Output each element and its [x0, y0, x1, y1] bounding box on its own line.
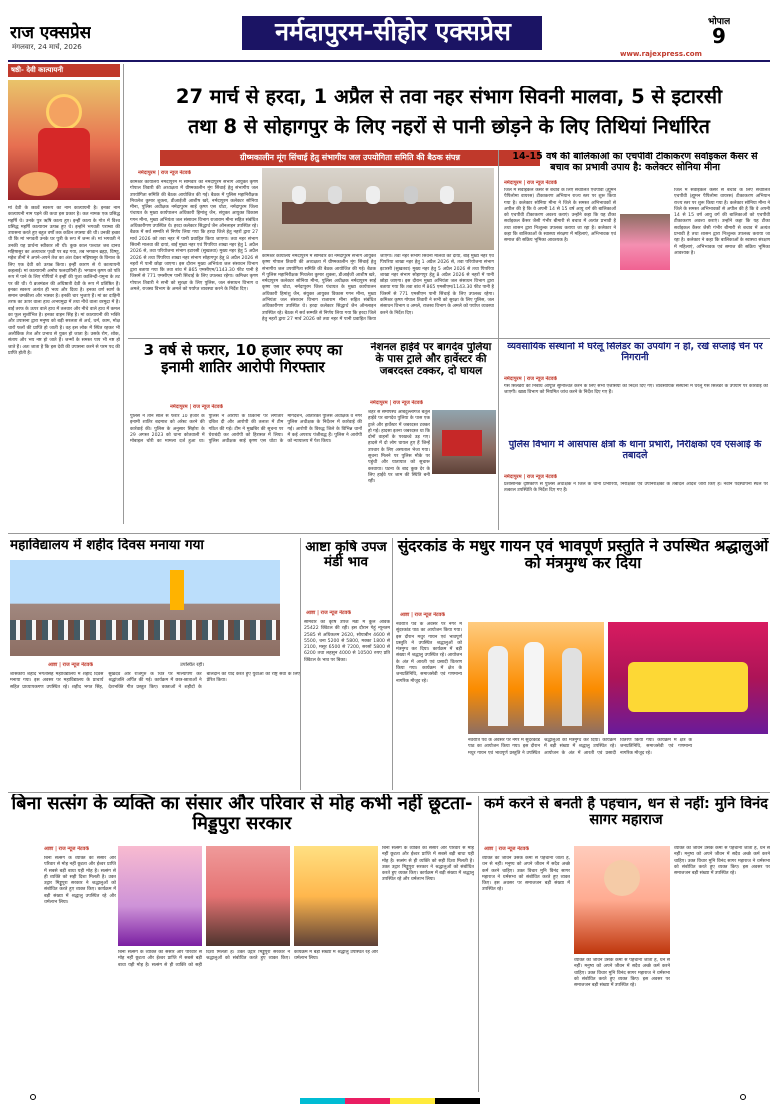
vaccine-text: जिले में सर्वाइकल कैंसर से बचाव के लिए संचालित एचपीवी (ह्यूमन पैपिलोमा वायरस) टीकाकरण अभियान राज्य स्तर पर शुरू किया गया है। कलेक्टर सोनिया मीना ने जिले के समस्त अभिभावकों से अपील की है कि वे अपनी 14 से 15 वर्ष आयु वर्ग की बालिकाओं को एचपीवी टीकाकरण अवश्य कराएं। उन्होंने कहा कि यह टीका सर्वाइकल कैंसर जैसी गंभीर बीमारी से बचाव में अत्यंत प्रभावी है तथा शासन द्वारा निःशुल्क उपलब्ध कराया जा रहा है। कलेक्टर ने कहा कि बालिकाओं के स्वास्थ्य संरक्षण में महिलाएं, अभिभावक एवं समाज की सक्रिय भूमिका आवश्यक है। [504, 188, 616, 244]
accident-byline: नर्मदापुरम | राज न्यूज नेटवर्क [370, 400, 424, 406]
muni-text-3 [574, 958, 670, 1092]
lead-text: कमिश्नर कार्यालय नर्मदापुरम में सोमवार को नर्मदापुरम संभाग आयुक्त कृष्ण गोपाल तिवारी की अध्यक्षता में ग्रीष्मकालीन मूंग सिंचाई हेतु संभागीय जल उपयोगिता समिति की बैठक आयोजित की गई। बैठक में पुलिस महानिरीक्षक मिथलेश कुमार शुक्ला, डीआईजी आशीष खरे, नर्मदापुरम कलेक्टर सोनिया मीना, पुलिस अधीक्षक नर्मदापुरम साई कृष्ण एस थोटा, नर्मदापुरम जिला पंचायत के मुख्य कार्यपालन अधिकारी हिमांशु जैन, संयुक्त आयुक्त विकास गगन मीना, मुख्य अभियंता जल संसाधन विभाग राजाराम मीना सहित संबंधित अधिकारीगण उपस्थित थे। हरदा कलेक्टर सिद्धार्थ जैन ऑनलाइन उपस्थित रहे। बैठक में सर्व सम्मति से निर्णय लिया गया कि हरदा जिले हेतु नहरों द्वारा 27 मार्च 2026 को तवा नहर में पानी प्रवाहित किया जाएगा। तवा नहर संभाग सिवनी मालवा की दायां, बाईं मुख्य नहर एवं पिपरिया शाखा नहर हेतु 1 अप्रैल 2026 से, तवा परियोजना संभाग इटारसी (सुखतवा) मुख्य नहर हेतु 5 अप्रैल 2026 से तथा पिपरिया शाखा नहर संभाग सोहागपुर हेतु 8 अप्रैल 2026 से नहरों में पानी छोड़ा जाएगा। इस दौरान मुख्य अभियंता जल संसाधन विभाग द्वारा बताया गया कि तवा बांध में 865 एमसीएम/1143.30 फीट पानी है जिसमें से 771 एमसीएम पानी सिंचाई के लिए उपलब्ध रहेगा। कमिश्नर कृष्ण गोपाल तिवारी ने सभी को सुरक्षा के लिए पुलिस, जल संसाधन विभाग व अमले, राजस्व विभाग के अमले को पर्याप्त व्यवस्था करने के निर्देश दिए। [130, 180, 258, 293]
website: www.rajexpress.com [620, 50, 702, 58]
muni-text: व्यक्ति का जीवन उसके कर्मों से पहचाना जाता है, धन से नहीं। मनुष्य को अपने जीवन में सदैव अच्छे कर्म करने चाहिए। उक्त विचार मुनि विनंद सागर महाराज ने धर्मसभा को संबोधित करते हुए व्यक्त किए। इस अवसर पर समाजजन बड़ी संख्या में उपस्थित रहे। [482, 856, 570, 893]
lead-text-cont [262, 254, 494, 334]
col-divider-3 [300, 538, 301, 790]
mandi-byline: आष्टा | राज न्यूज नेटवर्क [306, 610, 352, 616]
college-photo [10, 560, 280, 656]
sunderkand-text: नवरात्रि पर्व के अवसर पर नगर में सुंदरकांड पाठ का आयोजन किया गया। इस दौरान मधुर गायन एवं भावपूर्ण प्रस्तुति ने उपस्थित श्रद्धालुओं को मंत्रमुग्ध कर दिया। कार्यक्रम में बड़ी संख्या में श्रद्धालु उपस्थित रहे। आयोजन के अंत में आरती एवं प्रसादी वितरण किया गया। कार्यक्रम में क्षेत्र के जनप्रतिनिधि, समाजसेवी एवं गणमान्य नागरिक मौजूद रहे। [396, 622, 462, 684]
satsang-text-2-span: बिना सत्संग के व्यक्ति का संसार और परिवार से मोह नहीं छूटता और ईश्वर प्राप्ति में सबसे बड़ी बाधा यही मोह है। सत्संग से ही व्यक्ति को सही दिशा मिलती है। उक्त उद्गार मिड्डूपुरा सरकार ने श्रद्धालुओं को संबोधित करते हुए व्यक्त किए। कार्यक्रम में बड़ी संख्या में श्रद्धालु उपस्थित रहे और धर्मलाभ लिया। [118, 950, 378, 968]
col-divider-2 [498, 150, 499, 530]
col-divider-4 [392, 538, 393, 790]
absconder-byline: नर्मदापुरम | राज न्यूज नेटवर्क [170, 404, 224, 410]
police-headline: पुलिस विभाग में आसपास क्षेत्रों के थाना प्रभारी, निरीक्षकों एवं एसआई के तबादले [508, 440, 762, 461]
lead-meeting-photo [262, 168, 494, 250]
masthead-date: मंगलवार, 24 मार्च, 2026 [12, 43, 82, 51]
masthead [0, 0, 778, 60]
absconder-text: पुलिस ने तीन साल से फरार 10 हजार के इनामी शातिर बदमाश को अरेस्ट करने की कार्रवाई की। पुलिस के अनुसार सिहोरा के 29 अगस्त 2023 को थाना कोतवाली में मोबाइल चोरी का मामला दर्ज हुआ था। पुलिस ने आरोपी के ठिकानों पर लगातार दबिश दी और आरोपी की तलाश में टीम गठित की गई। टीम ने मुखबिर की सूचना पर घेराबंदी कर आरोपी को हिरासत में लिया। पुलिस अधीक्षक साई कृष्ण एस थोटा के मार्गदर्शन, अतिरिक्त पुलिस अधीक्षक व नगर पुलिस अधीक्षक के निर्देशन में कार्रवाई की गई। आरोपी के विरुद्ध जिले के विभिन्न थानों में कई अपराध पंजीबद्ध हैं। पुलिस ने आरोपी को न्यायालय में पेश किया। [130, 414, 362, 445]
mandi-headline: आष्टा कृषि उपज मंडी भाव [305, 540, 387, 571]
vaccine-byline: नर्मदापुरम | राज न्यूज नेटवर्क [504, 180, 558, 186]
muni-byline: आष्टा | राज न्यूज नेटवर्क [484, 846, 530, 852]
mandi-text: सोमवार को कृषि उपज मंडी में कुल आवक 25422 क्विंटल की रही। इस दौरान गेहूं न्यूनतम 2585 से अधिकतम 2620, सोयाबीन 4600 से 5500, चना 5200 से 5800, मक्का 1800 से 2100, मसूर 6500 से 7200, सरसों 5800 से 6200 तथा लहसुन 4000 से 10500 रुपए प्रति क्विंटल के भाव पर बिका। [304, 620, 390, 663]
sunderkand-photo-1 [468, 622, 604, 734]
goddess-label: षष्ठी- देवी कात्यायनी [8, 64, 120, 77]
row-rule-1 [128, 338, 770, 339]
color-bar [300, 1098, 480, 1104]
lead-text-cont-span: कमिश्नर कार्यालय नर्मदापुरम में सोमवार को नर्मदापुरम संभाग आयुक्त कृष्ण गोपाल तिवारी की अध्यक्षता में ग्रीष्मकालीन मूंग सिंचाई हेतु संभागीय जल उपयोगिता समिति की बैठक आयोजित की गई। बैठक में पुलिस महानिरीक्षक मिथलेश कुमार शुक्ला, डीआईजी आशीष खरे, नर्मदापुरम कलेक्टर सोनिया मीना, पुलिस अधीक्षक नर्मदापुरम साई कृष्ण एस थोटा, नर्मदापुरम जिला पंचायत के मुख्य कार्यपालन अधिकारी हिमांशु जैन, संयुक्त आयुक्त विकास गगन मीना, मुख्य अभियंता जल संसाधन विभाग राजाराम मीना सहित संबंधित अधिकारीगण उपस्थित थे। हरदा कलेक्टर सिद्धार्थ जैन ऑनलाइन उपस्थित रहे। बैठक में सर्व सम्मति से निर्णय लिया गया कि हरदा जिले हेतु नहरों द्वारा 27 मार्च 2026 को तवा नहर में पानी प्रवाहित किया जाएगा। तवा नहर संभाग सिवनी मालवा की दायां, बाईं मुख्य नहर एवं पिपरिया शाखा नहर हेतु 1 अप्रैल 2026 से, तवा परियोजना संभाग इटारसी (सुखतवा) मुख्य नहर हेतु 5 अप्रैल 2026 से तथा पिपरिया शाखा नहर संभाग सोहागपुर हेतु 8 अप्रैल 2026 से नहरों में पानी छोड़ा जाएगा। इस दौरान मुख्य अभियंता जल संसाधन विभाग द्वारा बताया गया कि तवा बांध में 865 एमसीएम/1143.30 फीट पानी है जिसमें से 771 एमसीएम पानी सिंचाई के लिए उपलब्ध रहेगा। कमिश्नर कृष्ण गोपाल तिवारी ने सभी को सुरक्षा के लिए पुलिस, जल संसाधन विभाग व अमले, राजस्व विभाग के अमले को पर्याप्त व्यवस्था करने के निर्देश दिए। [262, 254, 494, 322]
muni-headline: कर्म करने से बनती है पहचान, धन से नहीं: मुनि विनंद सागर महाराज [484, 796, 768, 829]
registration-mark-left [30, 1094, 36, 1100]
satsang-photo-1 [118, 846, 202, 946]
absconder-headline: 3 वर्ष से फरार, 10 हजार रुपए का इनामी शातिर आरोपी गिरफ्तार [143, 342, 343, 376]
lead-byline: नर्मदापुरम | राज न्यूज नेटवर्क [138, 170, 192, 176]
satsang-text-3 [382, 846, 474, 1092]
muni-photo [574, 846, 670, 954]
vaccine-text-2 [674, 188, 770, 334]
masthead-left-title: राज एक्सप्रेस [10, 23, 92, 43]
vaccine-photo [620, 214, 670, 270]
satsang-text-3-span: बिना सत्संग के व्यक्ति का संसार और परिवार से मोह नहीं छूटता और ईश्वर प्राप्ति में सबसे बड़ी बाधा यही मोह है। सत्संग से ही व्यक्ति को सही दिशा मिलती है। उक्त उद्गार मिड्डूपुरा सरकार ने श्रद्धालुओं को संबोधित करते हुए व्यक्त किए। कार्यक्रम में बड़ी संख्या में श्रद्धालु उपस्थित रहे और धर्मलाभ लिया। [382, 846, 474, 883]
satsang-photo-3 [294, 846, 378, 946]
vaccine-text-2-span: जिले में सर्वाइकल कैंसर से बचाव के लिए संचालित एचपीवी (ह्यूमन पैपिलोमा वायरस) टीकाकरण अभियान राज्य स्तर पर शुरू किया गया है। कलेक्टर सोनिया मीना ने जिले के समस्त अभिभावकों से अपील की है कि वे अपनी 14 से 15 वर्ष आयु वर्ग की बालिकाओं को एचपीवी टीकाकरण अवश्य कराएं। उन्होंने कहा कि यह टीका सर्वाइकल कैंसर जैसी गंभीर बीमारी से बचाव में अत्यंत प्रभावी है तथा शासन द्वारा निःशुल्क उपलब्ध कराया जा रहा है। कलेक्टर ने कहा कि बालिकाओं के स्वास्थ्य संरक्षण में महिलाएं, अभिभावक एवं समाज की सक्रिय भूमिका आवश्यक है। [674, 188, 770, 256]
sunderkand-byline: आष्टा | राज न्यूज नेटवर्क [400, 612, 446, 618]
goddess-column [8, 64, 120, 524]
sunderkand-photo-2 [608, 622, 768, 734]
police-text: प्रशासनिक दृष्टिकोण से पुलिस अधीक्षक ने जिले के थाना प्रभारियों, निरीक्षकों एवं उपनिरीक्षकों के तबादले आदेश जारी किए हैं। नवीन पदस्थापना स्थल पर तत्काल उपस्थिति के निर्देश दिए गए हैं। [504, 482, 768, 494]
row-rule-3 [8, 792, 770, 793]
satsang-text: बिना सत्संग के व्यक्ति का संसार और परिवार से मोह नहीं छूटता और ईश्वर प्राप्ति में सबसे बड़ी बाधा यही मोह है। सत्संग से ही व्यक्ति को सही दिशा मिलती है। उक्त उद्गार मिड्डूपुरा सरकार ने श्रद्धालुओं को संबोधित करते हुए व्यक्त किए। कार्यक्रम में बड़ी संख्या में श्रद्धालु उपस्थित रहे और धर्मलाभ लिया। [44, 856, 116, 906]
accident-headline: नेशनल हाईवे पर बागदेव पुलिया के पास ट्राले और हार्वेस्टर की जबरदस्त टक्कर, दो घायल [370, 342, 492, 377]
vaccine-headline: 14-15 वर्ष की बालिकाओं का एचपीवी टीकाकरण सर्वाइकल कैंसर से बचाव का प्रभावी उपाय है: कलेक्टर सोनिया मीना [512, 152, 758, 173]
sunderkand-text-2 [468, 738, 768, 788]
satsang-photo-2 [206, 846, 290, 946]
sunderkand-headline: सुंदरकांड के मधुर गायन एवं भावपूर्ण प्रस्तुति ने उपस्थित श्रद्धालुओं को मंत्रमुग्ध कर दिया [397, 538, 769, 573]
satsang-text-2 [118, 950, 378, 1092]
cylinder-headline: व्यवसायिक संस्थानों में घरेलू सिलेंडर का उपयोग न हो, रखें सप्लाई चेन पर निगरानी [507, 342, 763, 363]
accident-photo [432, 410, 496, 474]
satsang-headline: बिना सत्संग के व्यक्ति का संसार और परिवार से मोह कभी नहीं छूटता- मिड्डूपुरा सरकार [11, 794, 473, 835]
sunderkand-text-2-span: नवरात्रि पर्व के अवसर पर नगर में सुंदरकांड पाठ का आयोजन किया गया। इस दौरान मधुर गायन एवं भावपूर्ण प्रस्तुति ने उपस्थित श्रद्धालुओं को मंत्रमुग्ध कर दिया। कार्यक्रम में बड़ी संख्या में श्रद्धालु उपस्थित रहे। आयोजन के अंत में आरती एवं प्रसादी वितरण किया गया। कार्यक्रम में क्षेत्र के जनप्रतिनिधि, समाजसेवी एवं गणमान्य नागरिक मौजूद रहे। [468, 738, 692, 756]
lead-subhead: ग्रीष्मकालीन मूंग सिंचाई हेतु संभागीय जल उपयोगिता समिति की बैठक संपन्न [160, 150, 540, 166]
goddess-text: मां देवी के छठवें स्वरूप का नाम कात्यायनी है। इनका नाम कात्यायनी नाम पड़ने की कथा इस प्रकार है। कत नामक एक प्रसिद्ध महर्षि थे। उनके पुत्र ऋषि कात्य हुए। इन्हीं कात्य के गोत्र में विश्व प्रसिद्ध महर्षि कात्यायन उत्पन्न हुए थे। इन्होंने भगवती पराम्बा की उपासना करते हुए बहुत वर्षों तक कठिन तपस्या की थी। उनकी इच्छा थी कि मां भगवती उनके घर पुत्री के रूप में जन्म लें। मां भगवती ने उनकी यह प्रार्थना स्वीकार ली थी। कुछ काल पश्चात जब दानव महिषासुर का अत्याचार पृथ्वी पर बढ़ गया, तब भगवान ब्रह्मा, विष्णु, महेश तीनों ने अपने-अपने तेज का अंश देकर महिषासुर के विनाश के लिए एक देवी को उत्पन्न किया। इन्हीं कारण से ये कात्यायनी कहलाईं। मां कात्यायनी अमोघ फलदायिनी हैं। भगवान कृष्ण को पति रूप में पाने के लिए गोपियों ने इन्हीं की पूजा कालिन्दी-यमुना के तट पर की थी। ये ब्रजमंडल की अधिष्ठात्री देवी के रूप में प्रतिष्ठित हैं। इनका स्वरूप अत्यंत ही भव्य और दिव्य है। इनका वर्ण स्वर्ण के समान चमकीला और भास्वर है। इनकी चार भुजाएं हैं। मां का दाहिनी तरफ का ऊपर वाला हाथ अभयमुद्रा में तथा नीचे वाला वरमुद्रा में है। बाईं तरफ के ऊपर वाले हाथ में तलवार और नीचे वाले हाथ में कमल का फूल सुशोभित है। इनका वाहन सिंह है। मां कात्यायनी की भक्ति और उपासना द्वारा मनुष्य को बड़ी सरलता से अर्थ, धर्म, काम, मोक्ष चारों फलों की प्राप्ति हो जाती है। वह इस लोक में स्थित रहकर भी अलौकिक तेज और प्रभाव से युक्त हो जाता है। उसके रोग, शोक, संताप और भय नष्ट हो जाते हैं। जन्मों के समस्त पाप भी नष्ट हो जाते हैं। अतः जाता है कि इस देवी की उपासना करने से परम पद की प्राप्ति होती है। [8, 206, 120, 356]
lead-headline-1: 27 मार्च से हरदा, 1 अप्रैल से तवा नहर संभाग सिवनी मालवा, 5 से इटारसी [175, 86, 723, 108]
college-headline: महाविद्यालय में शहीद दिवस मनाया गया [10, 538, 204, 553]
masthead-rule [8, 60, 770, 62]
college-caption: उपस्थित रही। [180, 662, 205, 668]
col-divider-1 [123, 64, 124, 524]
muni-text-2-span: व्यक्ति का जीवन उसके कर्मों से पहचाना जाता है, धन से नहीं। मनुष्य को अपने जीवन में सदैव अच्छे कर्म करने चाहिए। उक्त विचार मुनि विनंद सागर महाराज ने धर्मसभा को संबोधित करते हुए व्यक्त किए। इस अवसर पर समाजजन बड़ी संख्या में उपस्थित रहे। [674, 846, 770, 877]
masthead-city: भोपाल [708, 17, 731, 27]
muni-text-3-span: व्यक्ति का जीवन उसके कर्मों से पहचाना जाता है, धन से नहीं। मनुष्य को अपने जीवन में सदैव अच्छे कर्म करने चाहिए। उक्त विचार मुनि विनंद सागर महाराज ने धर्मसभा को संबोधित करते हुए व्यक्त किए। इस अवसर पर समाजजन बड़ी संख्या में उपस्थित रहे। [574, 958, 670, 989]
masthead-main-title: नर्मदापुरम-सीहोर एक्सप्रेस [275, 17, 511, 46]
row-rule-2 [8, 533, 770, 534]
satsang-byline: आष्टा | राज न्यूज नेटवर्क [44, 846, 90, 852]
goddess-image [8, 80, 120, 200]
registration-mark-right [740, 1094, 746, 1100]
col-divider-5 [478, 796, 479, 1092]
cylinder-text: गैस सिलेंडरों की निर्बाध आपूर्ति सुनिश्चित करने के लिए सभी एजेंसियों को निर्देश दिए गए। व्यवसायिक संस्थानों में घरेलू गैस सिलेंडर के उपयोग पर कार्रवाई की जाएगी। खाद्य विभाग को नियमित जांच करने के निर्देश दिए गए हैं। [504, 384, 768, 396]
cylinder-byline: नर्मदापुरम | राज न्यूज नेटवर्क [504, 376, 558, 382]
college-text: शासकीय शहीद भगतसिंह महाविद्यालय में शहीद दिवस मनाया गया। इस अवसर पर महाविद्यालय के प्राचार्य सहित प्राध्यापकगण उपस्थित रहे। शहीद भगत सिंह, सुखदेव और राजगुरु के चित्र पर माल्यार्पण कर श्रद्धांजलि अर्पित की गई। कार्यक्रम में छात्र-छात्राओं ने देशभक्ति गीत प्रस्तुत किए। वक्ताओं ने शहीदों के बलिदान को याद करते हुए युवाओं को राष्ट्र सेवा के लिए प्रेरित किया। [10, 672, 300, 690]
lead-headline-2: तथा 8 से सोहागपुर के लिए नहरों से पानी छोड़ने के लिए तिथियां निर्धारित [188, 116, 710, 138]
college-byline: आष्टा | राज न्यूज नेटवर्क [48, 662, 94, 668]
muni-text-2 [674, 846, 770, 1092]
accident-text: शहर से समीपस्थ औबेदुल्लागंज बैतूल हाईवे पर बागदेव पुलिया के पास एक ट्राले और हार्वेस्टर में जबरदस्त टक्कर हो गई। हादसा इतना जबरदस्त था कि दोनों वाहनों के परखच्चे उड़ गए। हादसे में दो लोग घायल हुए हैं जिन्हें उपचार के लिए अस्पताल भेजा गया। सूचना मिलने पर पुलिस मौके पर पहुंची और यातायात को सुचारू करवाया। घटना के बाद कुछ देर के लिए हाईवे पर जाम की स्थिति बनी रही। [368, 410, 430, 485]
page-number: 9 [712, 24, 726, 48]
police-byline: नर्मदापुरम | राज न्यूज नेटवर्क [504, 474, 558, 480]
